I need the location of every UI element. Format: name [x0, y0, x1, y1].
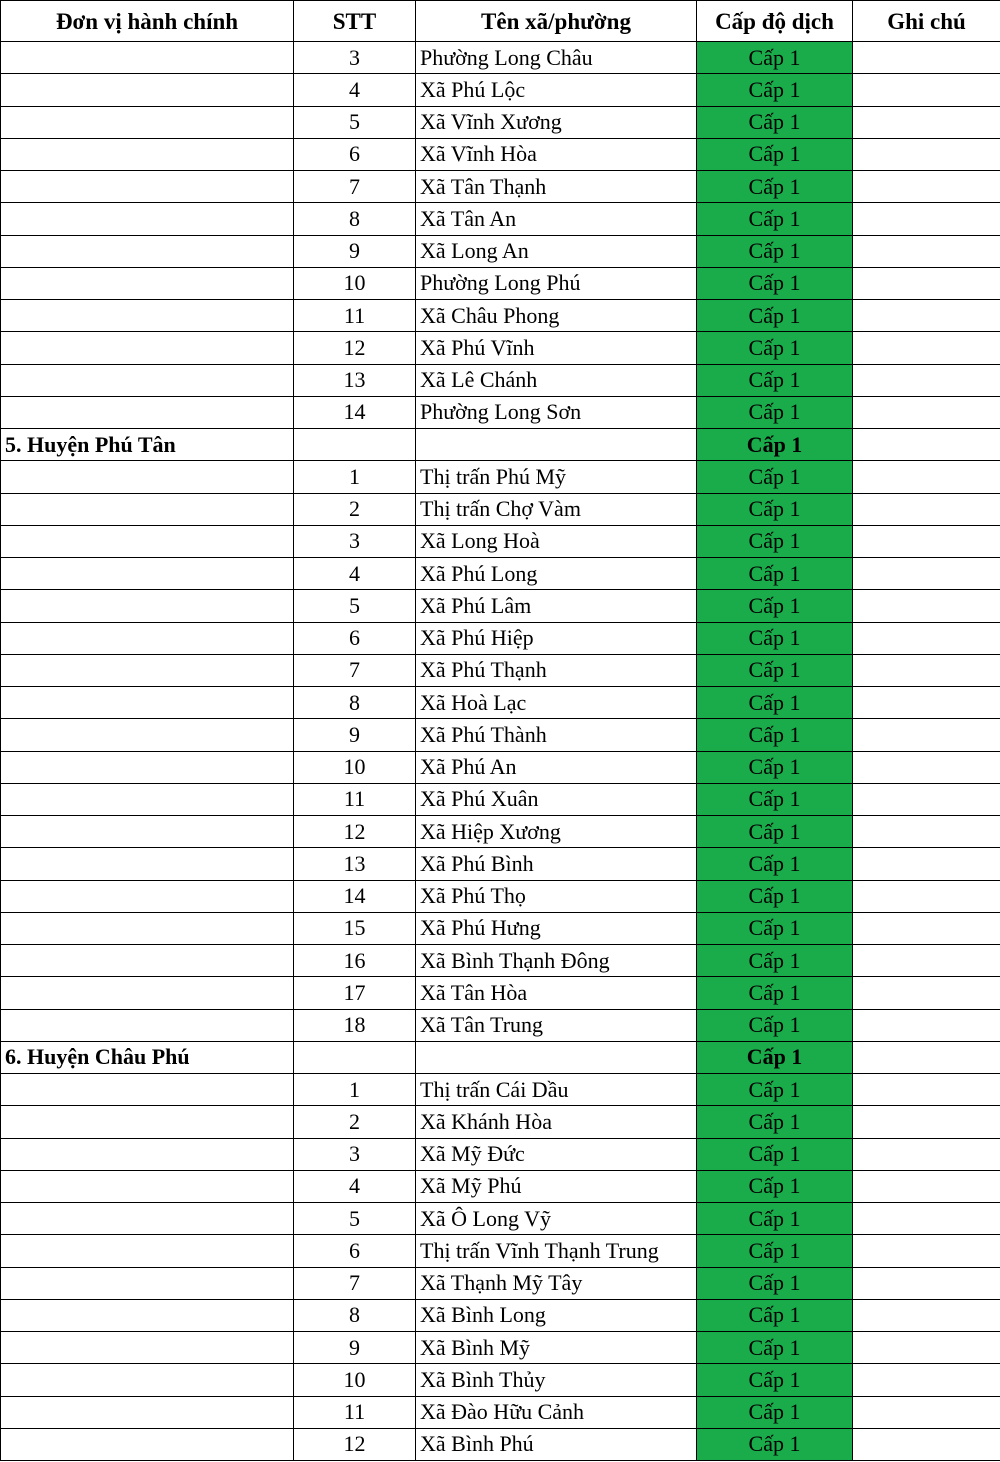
cell-stt: 12	[294, 332, 416, 364]
header-note: Ghi chú	[853, 1, 1000, 42]
cell-unit	[1, 1106, 294, 1138]
cell-stt: 6	[294, 138, 416, 170]
cell-note	[853, 719, 1000, 751]
cell-name: Xã Hoà Lạc	[416, 687, 697, 719]
cell-level: Cấp 1	[697, 622, 853, 654]
cell-name: Xã Ô Long Vỹ	[416, 1203, 697, 1235]
cell-stt: 6	[294, 622, 416, 654]
cell-stt: 2	[294, 493, 416, 525]
cell-stt: 7	[294, 654, 416, 686]
table-row	[1, 654, 1000, 686]
cell-stt	[294, 1041, 416, 1073]
cell-level: Cấp 1	[697, 1203, 853, 1235]
cell-note	[853, 396, 1000, 428]
cell-stt: 6	[294, 1235, 416, 1267]
cell-stt: 8	[294, 1299, 416, 1331]
cell-note	[853, 751, 1000, 783]
table-row	[1, 1364, 1000, 1396]
cell-name: Xã Thạnh Mỹ Tây	[416, 1267, 697, 1299]
table-body	[1, 42, 1000, 1461]
cell-unit	[1, 1009, 294, 1041]
table-row	[1, 977, 1000, 1009]
cell-name: Xã Bình Long	[416, 1299, 697, 1331]
cell-name: Xã Phú Bình	[416, 848, 697, 880]
cell-unit	[1, 138, 294, 170]
cell-note	[853, 1428, 1000, 1460]
table-row	[1, 461, 1000, 493]
cell-name: Xã Mỹ Phú	[416, 1170, 697, 1202]
cell-unit	[1, 332, 294, 364]
cell-unit	[1, 1428, 294, 1460]
header-stt: STT	[294, 1, 416, 42]
cell-level: Cấp 1	[697, 880, 853, 912]
cell-unit	[1, 493, 294, 525]
cell-name: Xã Vĩnh Xương	[416, 106, 697, 138]
cell-stt: 5	[294, 1203, 416, 1235]
cell-level: Cấp 1	[697, 1074, 853, 1106]
table-row	[1, 396, 1000, 428]
cell-note	[853, 880, 1000, 912]
cell-unit	[1, 977, 294, 1009]
cell-unit	[1, 1138, 294, 1170]
cell-stt	[294, 429, 416, 461]
cell-note	[853, 493, 1000, 525]
table-row	[1, 848, 1000, 880]
cell-note	[853, 1203, 1000, 1235]
cell-name: Thị trấn Phú Mỹ	[416, 461, 697, 493]
cell-note	[853, 1267, 1000, 1299]
cell-name: Xã Vĩnh Hòa	[416, 138, 697, 170]
cell-unit	[1, 1170, 294, 1202]
cell-level: Cấp 1	[697, 332, 853, 364]
cell-note	[853, 945, 1000, 977]
cell-level: Cấp 1	[697, 396, 853, 428]
header-level: Cấp độ dịch	[697, 1, 853, 42]
cell-level: Cấp 1	[697, 429, 853, 461]
cell-name: Xã Phú Hiệp	[416, 622, 697, 654]
cell-level: Cấp 1	[697, 687, 853, 719]
cell-level: Cấp 1	[697, 1138, 853, 1170]
cell-name: Xã Long An	[416, 235, 697, 267]
cell-level: Cấp 1	[697, 783, 853, 815]
cell-note	[853, 1396, 1000, 1428]
cell-unit	[1, 687, 294, 719]
cell-unit	[1, 1332, 294, 1364]
cell-unit	[1, 1364, 294, 1396]
table-row	[1, 783, 1000, 815]
cell-name: Xã Phú Thành	[416, 719, 697, 751]
cell-name: Xã Châu Phong	[416, 300, 697, 332]
cell-stt: 4	[294, 74, 416, 106]
table-row	[1, 493, 1000, 525]
cell-unit	[1, 525, 294, 557]
cell-level: Cấp 1	[697, 977, 853, 1009]
header-unit: Đơn vị hành chính	[1, 1, 294, 42]
cell-name: Phường Long Châu	[416, 42, 697, 74]
cell-level: Cấp 1	[697, 42, 853, 74]
cell-stt: 11	[294, 300, 416, 332]
cell-stt: 18	[294, 1009, 416, 1041]
cell-name: Xã Tân Thạnh	[416, 171, 697, 203]
cell-stt: 13	[294, 848, 416, 880]
group-row	[1, 429, 1000, 461]
cell-note	[853, 558, 1000, 590]
table-row	[1, 106, 1000, 138]
cell-level: Cấp 1	[697, 235, 853, 267]
cell-stt: 12	[294, 1428, 416, 1460]
cell-stt: 3	[294, 525, 416, 557]
cell-name: Xã Phú Vĩnh	[416, 332, 697, 364]
cell-note	[853, 171, 1000, 203]
cell-level: Cấp 1	[697, 525, 853, 557]
cell-stt: 14	[294, 396, 416, 428]
cell-name: Xã Bình Phú	[416, 1428, 697, 1460]
table-row	[1, 1299, 1000, 1331]
group-row	[1, 1041, 1000, 1073]
cell-unit	[1, 396, 294, 428]
cell-note	[853, 74, 1000, 106]
table-row	[1, 880, 1000, 912]
cell-note	[853, 235, 1000, 267]
cell-note	[853, 590, 1000, 622]
cell-note	[853, 622, 1000, 654]
cell-unit	[1, 590, 294, 622]
cell-stt: 10	[294, 1364, 416, 1396]
table-row	[1, 1138, 1000, 1170]
cell-name	[416, 429, 697, 461]
cell-name: Xã Phú Thạnh	[416, 654, 697, 686]
cell-level: Cấp 1	[697, 1396, 853, 1428]
cell-stt: 10	[294, 267, 416, 299]
cell-name: Phường Long Phú	[416, 267, 697, 299]
cell-level: Cấp 1	[697, 719, 853, 751]
cell-unit: 6. Huyện Châu Phú	[1, 1041, 294, 1073]
cell-stt: 11	[294, 1396, 416, 1428]
header-name: Tên xã/phường	[416, 1, 697, 42]
table-row	[1, 1203, 1000, 1235]
cell-note	[853, 300, 1000, 332]
table-row	[1, 1396, 1000, 1428]
cell-name: Xã Phú An	[416, 751, 697, 783]
cell-unit	[1, 235, 294, 267]
table-row	[1, 945, 1000, 977]
cell-note	[853, 364, 1000, 396]
cell-unit	[1, 880, 294, 912]
cell-name: Phường Long Sơn	[416, 396, 697, 428]
table-row	[1, 300, 1000, 332]
table-row	[1, 203, 1000, 235]
cell-stt: 11	[294, 783, 416, 815]
cell-name: Xã Phú Hưng	[416, 912, 697, 944]
cell-unit	[1, 1299, 294, 1331]
table-header	[1, 1, 1000, 42]
cell-stt: 4	[294, 1170, 416, 1202]
cell-unit	[1, 719, 294, 751]
cell-level: Cấp 1	[697, 590, 853, 622]
cell-unit	[1, 203, 294, 235]
cell-stt: 7	[294, 1267, 416, 1299]
table-row	[1, 751, 1000, 783]
cell-level: Cấp 1	[697, 1009, 853, 1041]
cell-level: Cấp 1	[697, 1170, 853, 1202]
cell-level: Cấp 1	[697, 945, 853, 977]
table-row	[1, 42, 1000, 74]
cell-note	[853, 977, 1000, 1009]
table-row	[1, 1106, 1000, 1138]
table-row	[1, 1074, 1000, 1106]
cell-note	[853, 138, 1000, 170]
cell-name: Thị trấn Cái Dầu	[416, 1074, 697, 1106]
cell-level: Cấp 1	[697, 848, 853, 880]
table-row	[1, 235, 1000, 267]
cell-stt: 16	[294, 945, 416, 977]
cell-note	[853, 1332, 1000, 1364]
cell-name: Xã Phú Xuân	[416, 783, 697, 815]
cell-name: Xã Khánh Hòa	[416, 1106, 697, 1138]
cell-unit	[1, 42, 294, 74]
cell-note	[853, 1299, 1000, 1331]
cell-level: Cấp 1	[697, 267, 853, 299]
cell-note	[853, 429, 1000, 461]
table-row	[1, 138, 1000, 170]
table-row	[1, 590, 1000, 622]
table-row	[1, 364, 1000, 396]
cell-unit	[1, 171, 294, 203]
cell-unit	[1, 1396, 294, 1428]
cell-name: Xã Phú Lộc	[416, 74, 697, 106]
cell-unit	[1, 558, 294, 590]
cell-unit	[1, 106, 294, 138]
cell-stt: 5	[294, 106, 416, 138]
cell-unit	[1, 945, 294, 977]
cell-name: Xã Tân An	[416, 203, 697, 235]
cell-unit	[1, 300, 294, 332]
cell-name: Xã Phú Lâm	[416, 590, 697, 622]
cell-stt: 2	[294, 1106, 416, 1138]
header-row	[1, 1, 1000, 42]
cell-note	[853, 1074, 1000, 1106]
cell-name: Xã Tân Trung	[416, 1009, 697, 1041]
cell-note	[853, 203, 1000, 235]
cell-level: Cấp 1	[697, 1428, 853, 1460]
cell-level: Cấp 1	[697, 1299, 853, 1331]
cell-stt: 13	[294, 364, 416, 396]
cell-level: Cấp 1	[697, 816, 853, 848]
cell-name: Thị trấn Chợ Vàm	[416, 493, 697, 525]
cell-note	[853, 687, 1000, 719]
cell-unit	[1, 848, 294, 880]
cell-note	[853, 1041, 1000, 1073]
cell-level: Cấp 1	[697, 1041, 853, 1073]
cell-stt: 4	[294, 558, 416, 590]
cell-name: Xã Lê Chánh	[416, 364, 697, 396]
cell-level: Cấp 1	[697, 171, 853, 203]
cell-unit	[1, 751, 294, 783]
cell-name: Thị trấn Vĩnh Thạnh Trung	[416, 1235, 697, 1267]
table-row	[1, 1428, 1000, 1460]
cell-name: Xã Tân Hòa	[416, 977, 697, 1009]
cell-level: Cấp 1	[697, 300, 853, 332]
cell-level: Cấp 1	[697, 1267, 853, 1299]
cell-stt: 3	[294, 42, 416, 74]
cell-stt: 15	[294, 912, 416, 944]
cell-name: Xã Bình Thủy	[416, 1364, 697, 1396]
cell-name: Xã Phú Thọ	[416, 880, 697, 912]
cell-name: Xã Hiệp Xương	[416, 816, 697, 848]
cell-level: Cấp 1	[697, 751, 853, 783]
cell-note	[853, 1009, 1000, 1041]
cell-note	[853, 783, 1000, 815]
cell-unit	[1, 622, 294, 654]
cell-stt: 7	[294, 171, 416, 203]
cell-name: Xã Mỹ Đức	[416, 1138, 697, 1170]
cell-stt: 1	[294, 1074, 416, 1106]
table-row	[1, 171, 1000, 203]
cell-unit	[1, 783, 294, 815]
cell-stt: 9	[294, 1332, 416, 1364]
cell-level: Cấp 1	[697, 654, 853, 686]
table-row	[1, 1332, 1000, 1364]
cell-stt: 3	[294, 1138, 416, 1170]
cell-level: Cấp 1	[697, 203, 853, 235]
cell-note	[853, 461, 1000, 493]
cell-stt: 14	[294, 880, 416, 912]
table-row	[1, 332, 1000, 364]
cell-level: Cấp 1	[697, 461, 853, 493]
table-row	[1, 74, 1000, 106]
cell-level: Cấp 1	[697, 1364, 853, 1396]
cell-level: Cấp 1	[697, 138, 853, 170]
cell-note	[853, 848, 1000, 880]
cell-note	[853, 1235, 1000, 1267]
cell-unit	[1, 654, 294, 686]
table-row	[1, 1235, 1000, 1267]
cell-unit: 5. Huyện Phú Tân	[1, 429, 294, 461]
cell-level: Cấp 1	[697, 1332, 853, 1364]
cell-note	[853, 42, 1000, 74]
cell-note	[853, 332, 1000, 364]
cell-level: Cấp 1	[697, 493, 853, 525]
table-row	[1, 687, 1000, 719]
table-row	[1, 1009, 1000, 1041]
cell-note	[853, 816, 1000, 848]
cell-level: Cấp 1	[697, 364, 853, 396]
table-row	[1, 267, 1000, 299]
cell-stt: 12	[294, 816, 416, 848]
cell-note	[853, 106, 1000, 138]
cell-unit	[1, 912, 294, 944]
cell-name: Xã Long Hoà	[416, 525, 697, 557]
cell-note	[853, 525, 1000, 557]
cell-note	[853, 654, 1000, 686]
cell-unit	[1, 267, 294, 299]
table-row	[1, 558, 1000, 590]
cell-stt: 17	[294, 977, 416, 1009]
cell-unit	[1, 1267, 294, 1299]
table-row	[1, 525, 1000, 557]
cell-note	[853, 1138, 1000, 1170]
table-row	[1, 719, 1000, 751]
cell-name: Xã Bình Mỹ	[416, 1332, 697, 1364]
cell-stt: 5	[294, 590, 416, 622]
cell-name: Xã Đào Hữu Cảnh	[416, 1396, 697, 1428]
cell-name: Xã Bình Thạnh Đông	[416, 945, 697, 977]
cell-level: Cấp 1	[697, 74, 853, 106]
table-row	[1, 1267, 1000, 1299]
cell-note	[853, 1364, 1000, 1396]
cell-level: Cấp 1	[697, 912, 853, 944]
cell-unit	[1, 816, 294, 848]
table-row	[1, 1170, 1000, 1202]
cell-stt: 8	[294, 687, 416, 719]
cell-stt: 9	[294, 719, 416, 751]
cell-unit	[1, 1235, 294, 1267]
cell-note	[853, 912, 1000, 944]
cell-stt: 9	[294, 235, 416, 267]
cell-note	[853, 267, 1000, 299]
cell-note	[853, 1106, 1000, 1138]
cell-note	[853, 1170, 1000, 1202]
table-row	[1, 912, 1000, 944]
table-row	[1, 816, 1000, 848]
cell-unit	[1, 364, 294, 396]
cell-unit	[1, 461, 294, 493]
cell-name: Xã Phú Long	[416, 558, 697, 590]
cell-level: Cấp 1	[697, 558, 853, 590]
cell-stt: 10	[294, 751, 416, 783]
cell-level: Cấp 1	[697, 1106, 853, 1138]
cell-level: Cấp 1	[697, 106, 853, 138]
cell-stt: 1	[294, 461, 416, 493]
cell-unit	[1, 74, 294, 106]
cell-unit	[1, 1203, 294, 1235]
table-row	[1, 622, 1000, 654]
cell-stt: 8	[294, 203, 416, 235]
cell-unit	[1, 1074, 294, 1106]
cell-level: Cấp 1	[697, 1235, 853, 1267]
cell-name	[416, 1041, 697, 1073]
